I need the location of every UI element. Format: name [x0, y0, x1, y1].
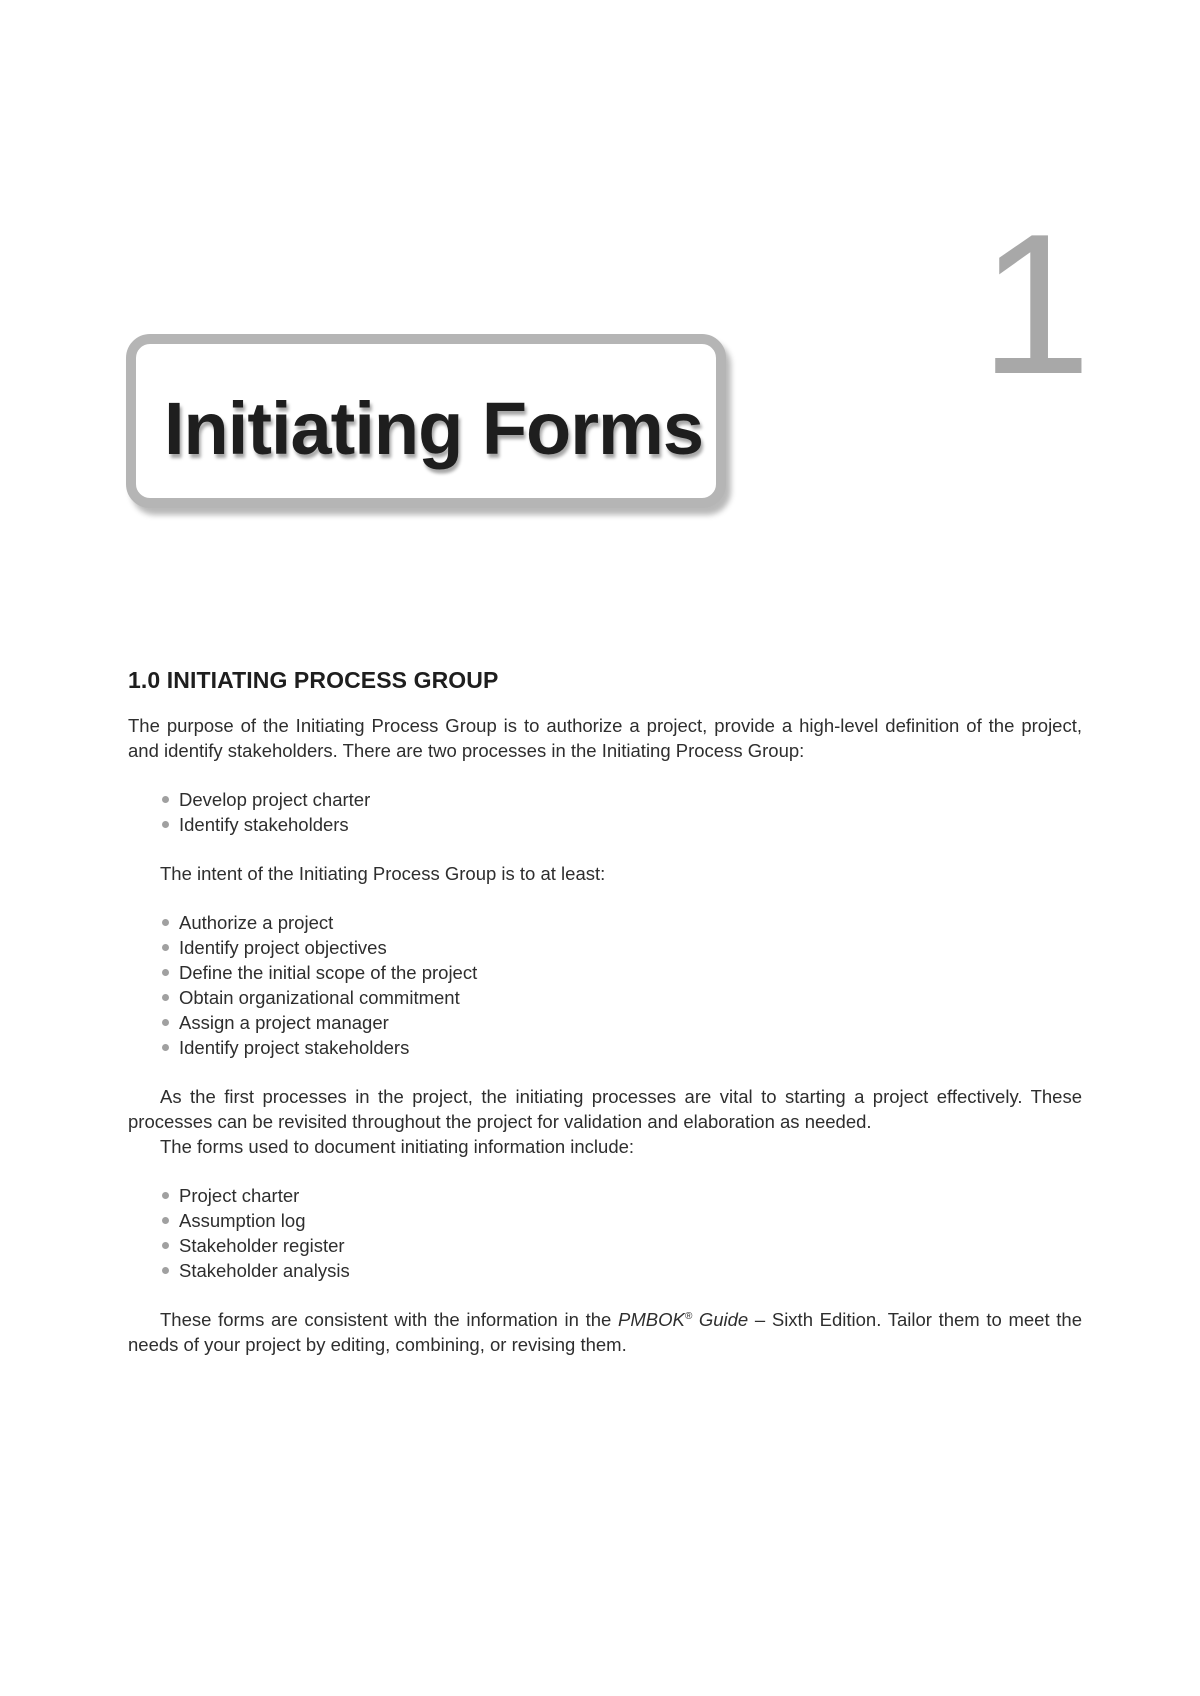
forms-list: [160, 1183, 1082, 1283]
list-item: Identify project objectives: [160, 935, 1082, 960]
intent-list: [160, 910, 1082, 1060]
list-item: Define the initial scope of the project: [160, 960, 1082, 985]
list-item: Project charter: [160, 1183, 1082, 1208]
list-item: Assign a project manager: [160, 1010, 1082, 1035]
chapter-title: Initiating Forms: [164, 387, 703, 470]
chapter-number: 1: [980, 193, 1092, 416]
paragraph-text: These forms are consistent with the information in the: [160, 1309, 618, 1330]
paragraph-forms-intro: The forms used to document initiating information include:: [160, 1136, 635, 1157]
paragraph-consistency: [128, 1307, 1082, 1357]
section-content: [128, 668, 1082, 1357]
list-item: Identify project stakeholders: [160, 1035, 1082, 1060]
list-item: Assumption log: [160, 1208, 1082, 1233]
list-item: Authorize a project: [160, 910, 1082, 935]
list-item: Stakeholder analysis: [160, 1258, 1082, 1283]
paragraph-intent: The intent of the Initiating Process Group is to at least:: [160, 863, 606, 884]
list-item: Develop project charter: [160, 787, 1082, 812]
pmbok-word: PMBOK: [617, 1309, 685, 1330]
paragraph-text: – Sixth Edition. Tailor them to meet the needs of your project by editing, combining, or revising them.: [128, 1309, 1082, 1355]
paragraph-first-processes: As the first processes in the project, the initiating processes are vital to starting a project effectively. These processes can be revisited throughout the project for validation and elaboration as needed.: [128, 1086, 1082, 1132]
list-item: Identify stakeholders: [160, 812, 1082, 837]
pmbok-title: [618, 1309, 748, 1330]
process-list: [160, 787, 1082, 837]
registered-mark: ®: [684, 1310, 693, 1322]
list-item: Stakeholder register: [160, 1233, 1082, 1258]
list-item: Obtain organizational commitment: [160, 985, 1082, 1010]
guide-word: Guide: [692, 1309, 749, 1330]
chapter-title-box: [126, 334, 726, 508]
paragraph-purpose: The purpose of the Initiating Process Group is to authorize a project, provide a high-level definition of the project, and identify stakeholders. There are two processes in the Initiating Process Group:: [128, 715, 1082, 761]
section-heading: 1.0 INITIATING PROCESS GROUP: [128, 667, 499, 693]
